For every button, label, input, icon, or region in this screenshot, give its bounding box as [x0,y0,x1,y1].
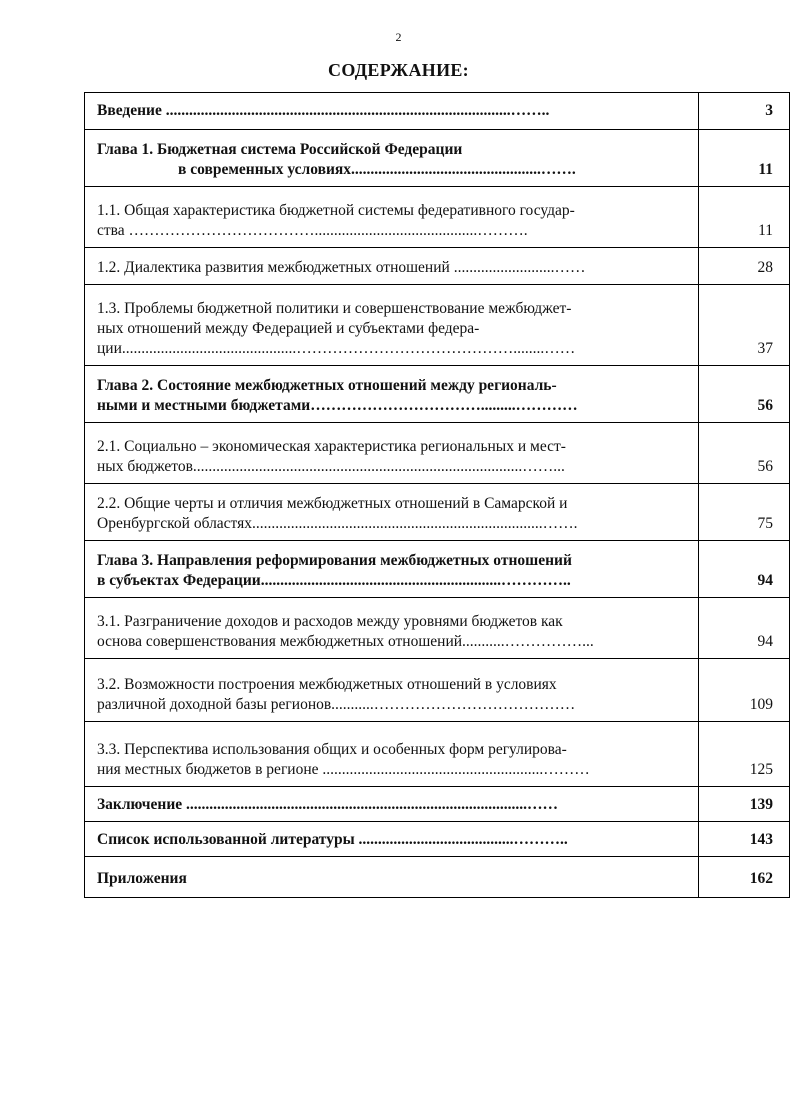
toc-entry-title [85,722,699,787]
toc-entry [85,822,790,857]
toc-entry [85,423,790,484]
toc-entry [85,248,790,285]
toc-entry-title [85,187,699,248]
toc-entry-title [85,285,699,366]
page-title: СОДЕРЖАНИЕ: [328,60,469,80]
toc-entry [85,366,790,423]
toc-entry-page: 143 [699,822,790,857]
toc-entry-line: Оренбургской областях...........................................................................……. [97,515,578,532]
toc-entry [85,857,790,898]
toc-entry-title [85,93,699,130]
toc-entry-title [85,857,699,898]
toc-entry-title [85,541,699,598]
toc-entry [85,93,790,130]
toc-entry-line: Введение .........................................................................................…….. [97,102,550,119]
toc-entry-page: 28 [699,248,790,285]
toc-entry-title [85,484,699,541]
toc-entry-line: 3.1. Разграничение доходов и расходов между уровнями бюджетов как [97,613,563,630]
toc-entry-line: Список использованной литературы ........................................……….. [97,831,568,848]
toc-entry-page: 11 [699,130,790,187]
toc-entry-line: 3.3. Перспектива использования общих и особенных форм регулирова- [97,741,567,758]
toc-entry-page: 3 [699,93,790,130]
toc-entry [85,541,790,598]
toc-entry-page: 75 [699,484,790,541]
page-number: 2 [395,30,402,44]
toc-entry-title [85,787,699,822]
toc-entry-page: 11 [699,187,790,248]
toc-entry-line: ции.............................................……………………………………........…… [97,340,576,357]
toc-entry [85,484,790,541]
toc-entry-title [85,366,699,423]
toc-entry-line: ства ………………………………..........................................………. [97,222,528,239]
toc-entry [85,285,790,366]
toc-entry-title [85,659,699,722]
toc-entry-line: 2.2. Общие черты и отличия межбюджетных отношений в Самарской и [97,495,568,512]
toc-entry-page: 125 [699,722,790,787]
toc-entry-line: в субъектах Федерации..............................................................………….. [97,572,571,589]
toc-entry-line: 1.1. Общая характеристика бюджетной системы федеративного государ- [97,202,575,219]
toc-entry [85,598,790,659]
toc-entry-page: 109 [699,659,790,722]
toc-entry-title [85,248,699,285]
toc-entry-page: 56 [699,366,790,423]
toc-entry [85,659,790,722]
toc-entry-line: 2.1. Социально – экономическая характеристика региональных и мест- [97,438,566,455]
toc-entry-line: 3.2. Возможности построения межбюджетных отношений в условиях [97,676,557,693]
toc-entry-line: 1.2. Диалектика развития межбюджетных отношений ..........................…… [97,259,586,276]
toc-entry [85,722,790,787]
toc-entry-page: 94 [699,598,790,659]
toc-entry-page: 94 [699,541,790,598]
toc-entry-title [85,598,699,659]
toc-entry-line: различной доходной базы регионов...........………………………………… [97,696,576,713]
table-of-contents [84,92,790,898]
toc-entry-line: 1.3. Проблемы бюджетной политики и совершенствование межбюджет- [97,300,572,317]
toc-entry-line: Глава 1. Бюджетная система Российской Федерации [97,141,463,158]
toc-entry-line: Заключение ........................................................................................…… [97,796,559,813]
toc-entry-line: ных отношений между Федерацией и субъектами федера- [97,320,480,337]
toc-entry-line: ными и местными бюджетами…………………………….........………… [97,397,578,414]
toc-entry-line: Глава 3. Направления реформирования межбюджетных отношений [97,552,572,569]
toc-entry-page: 56 [699,423,790,484]
toc-body [85,93,790,898]
toc-entry-page: 37 [699,285,790,366]
toc-entry-title [85,822,699,857]
toc-entry-line: Глава 2. Состояние межбюджетных отношений между региональ- [97,377,557,394]
toc-entry-line: основа совершенствования межбюджетных отношений...........……………... [97,633,594,650]
toc-entry-page: 139 [699,787,790,822]
toc-entry [85,787,790,822]
toc-entry-title [85,130,699,187]
toc-entry-line: Приложения [97,870,187,887]
toc-entry [85,130,790,187]
toc-entry-line: в современных условиях.................................................……. [178,161,576,178]
toc-entry-page: 162 [699,857,790,898]
toc-entry-line: ных бюджетов.....................................................................................……... [97,458,565,475]
toc-entry [85,187,790,248]
toc-entry-line: ния местных бюджетов в регионе .........................................................……… [97,761,590,778]
toc-entry-title [85,423,699,484]
